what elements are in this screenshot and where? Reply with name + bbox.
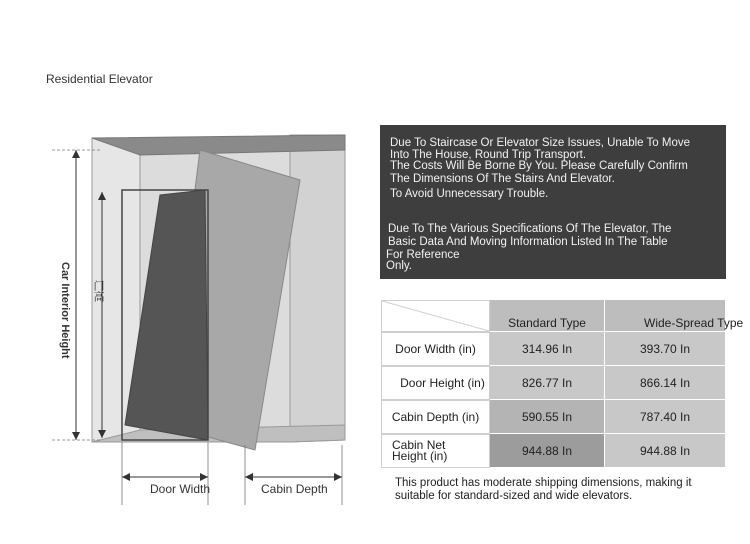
cabin-depth-label: Cabin Depth <box>261 482 328 496</box>
row-label-door-width: Door Width (in) <box>381 332 490 366</box>
header-wide-spread-type: Wide-Spread Type <box>605 300 726 332</box>
elevator-diagram <box>40 120 360 510</box>
notice-line: The Dimensions Of The Stairs And Elevator. <box>390 173 615 185</box>
row-label-cabin-net-height <box>381 434 490 468</box>
row-label-line: Cabin Net <box>392 438 446 452</box>
notice-line: Only. <box>386 260 412 272</box>
table-corner <box>381 300 490 332</box>
door-height-zh-label: 门高 <box>92 280 104 302</box>
cell-door-width-standard: 314.96 In <box>490 332 605 366</box>
cell-cabin-depth-wide: 787.40 In <box>605 400 726 434</box>
notice-line: Due To The Various Specifications Of The Elevator, The <box>388 223 672 235</box>
notice-line: Into The House, Round Trip Transport. <box>390 149 587 161</box>
page-title: Residential Elevator <box>46 72 153 86</box>
row-label-line: Height (in) <box>392 449 448 463</box>
notice-line: Basic Data And Moving Information Listed In The Table <box>388 236 668 248</box>
note-line: This product has moderate shipping dimensions, making it <box>395 477 692 489</box>
cell-door-height-standard: 826.77 In <box>490 366 605 400</box>
cell-cabin-net-height-wide: 944.88 In <box>605 434 726 468</box>
note-line: suitable for standard-sized and wide elevators. <box>395 490 633 502</box>
row-label-cabin-depth: Cabin Depth (in) <box>381 400 490 434</box>
shipping-notice <box>380 125 726 279</box>
notice-line: The Costs Will Be Borne By You. Please Carefully Confirm <box>390 160 688 172</box>
notice-line: Due To Staircase Or Elevator Size Issues, Unable To Move <box>390 137 690 149</box>
cell-door-height-wide: 866.14 In <box>605 366 726 400</box>
row-label-door-height: Door Height (in) <box>381 366 490 400</box>
header-standard-type: Standard Type <box>490 300 605 332</box>
car-interior-height-label: Car Interior Height <box>59 262 71 359</box>
product-note <box>395 477 725 503</box>
door-width-label: Door Width <box>150 482 211 496</box>
notice-line: To Avoid Unnecessary Trouble. <box>390 188 549 200</box>
notice-line: For Reference <box>386 249 460 261</box>
cell-cabin-net-height-standard: 944.88 In <box>490 434 605 468</box>
spec-table <box>381 300 744 468</box>
cell-cabin-depth-standard: 590.55 In <box>490 400 605 434</box>
cell-door-width-wide: 393.70 In <box>605 332 726 366</box>
